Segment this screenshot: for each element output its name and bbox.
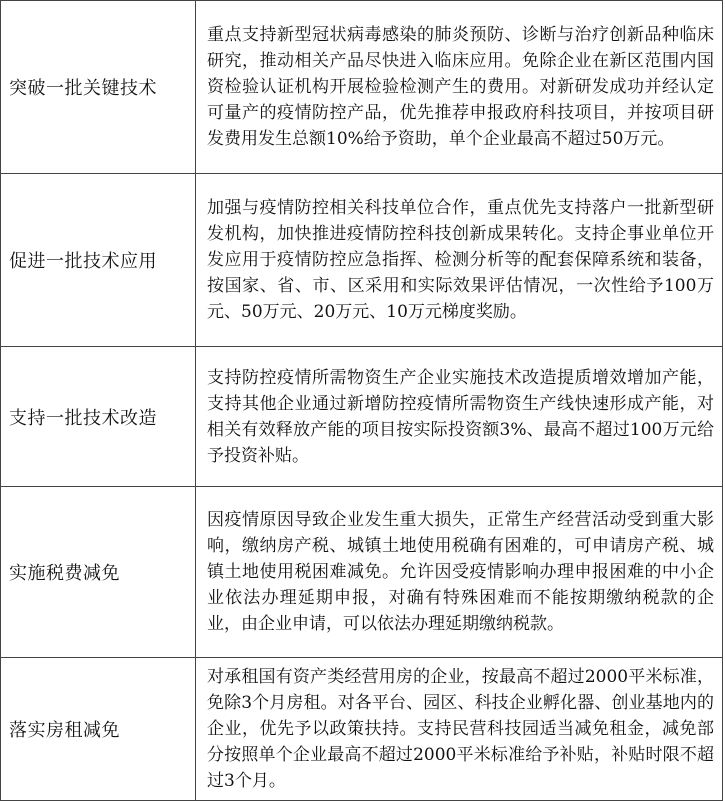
- row-label: 落实房租减免: [1, 658, 196, 801]
- row-content: 因疫情原因导致企业发生重大损失，正常生产经营活动受到重大影响，缴纳房产税、城镇土地使用税确有困难的，可申请房产税、城镇土地使用税困难减免。允许因受疫情影响办理申报困难的中小企业依法办理延期申报，对确有特殊困难而不能按期缴纳税款的企业，由企业申请，可以依法办理延期缴纳税款。: [196, 487, 723, 658]
- table-row: [1, 174, 723, 347]
- table-row: [1, 347, 723, 487]
- row-content: 支持防控疫情所需物资生产企业实施技术改造提质增效增加产能，支持其他企业通过新增防控疫情所需物资生产线快速形成产能，对相关有效释放产能的项目按实际投资额3%、最高不超过100万元给予投资补贴。: [196, 347, 723, 487]
- row-label: 支持一批技术改造: [1, 347, 196, 487]
- row-label: 实施税费减免: [1, 487, 196, 658]
- row-content: 加强与疫情防控相关科技单位合作，重点优先支持落户一批新型研发机构，加快推进疫情防控科技创新成果转化。支持企事业单位开发应用于疫情防控应急指挥、检测分析等的配套保障系统和装备，按国家、省、市、区采用和实际效果评估情况，一次性给予100万元、50万元、20万元、10万元梯度奖励。: [196, 174, 723, 347]
- row-label: 促进一批技术应用: [1, 174, 196, 347]
- table-row: [1, 487, 723, 658]
- table-row: [1, 658, 723, 801]
- row-content: 重点支持新型冠状病毒感染的肺炎预防、诊断与治疗创新品种临床研究，推动相关产品尽快进入临床应用。免除企业在新区范围内国资检验认证机构开展检验检测产生的费用。对新研发成功并经认定可量产的疫情防控产品，优先推荐申报政府科技项目，并按项目研发费用发生总额10%给予资助，单个企业最高不超过50万元。: [196, 1, 723, 174]
- table-row: [1, 1, 723, 174]
- row-label: 突破一批关键技术: [1, 1, 196, 174]
- row-content: 对承租国有资产类经营用房的企业，按最高不超过2000平米标准，免除3个月房租。对各平台、园区、科技企业孵化器、创业基地内的企业，优先予以政策扶持。支持民营科技园适当减免租金，减免部分按照单个企业最高不超过2000平米标准给予补贴，补贴时限不超过3个月。: [196, 658, 723, 801]
